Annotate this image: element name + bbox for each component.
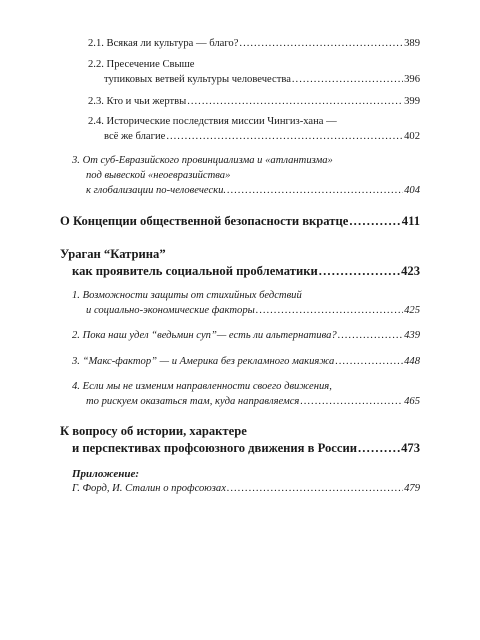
toc-page-number: 411 xyxy=(401,214,420,228)
toc-entry-title: 2. Пока наш удел “ведьмин суп”— есть ли альтернатива? xyxy=(72,330,337,341)
toc-page-number: 389 xyxy=(404,38,420,49)
toc-entry-k1 xyxy=(86,305,420,317)
dot-leader xyxy=(319,264,400,278)
toc-page-number: 473 xyxy=(401,441,420,455)
dot-leader xyxy=(227,483,403,495)
toc-entry-concept xyxy=(60,214,420,228)
dot-leader xyxy=(335,356,403,368)
toc-entry-2-4-line1: 2.4. Исторические последствия миссии Чингиз-хана — xyxy=(88,116,337,127)
toc-entry-appendix xyxy=(72,483,420,495)
toc-page-number: 465 xyxy=(404,396,420,407)
dot-leader xyxy=(187,96,403,108)
toc-page-number: 404 xyxy=(404,185,420,196)
toc-page-number: 396 xyxy=(404,74,420,85)
toc-entry-3-line2: под вывеской «неоевразийства» xyxy=(86,170,231,181)
dot-leader xyxy=(300,396,403,408)
toc-entry-k2 xyxy=(72,330,420,342)
toc-entry-k3 xyxy=(72,356,420,368)
toc-entry-title: 2.1. Всякая ли культура — благо? xyxy=(88,38,239,49)
toc-entry-title: тупиковых ветвей культуры человечества xyxy=(104,74,291,85)
toc-entry-k4 xyxy=(86,396,420,408)
toc-entry-title: и перспективах профсоюзного движения в России xyxy=(72,441,357,455)
toc-entry-2-3 xyxy=(88,96,420,108)
toc-page-number: 402 xyxy=(404,131,420,142)
toc-page-number: 479 xyxy=(404,483,420,494)
toc-entry-unions xyxy=(72,441,420,455)
toc-page-number: 439 xyxy=(404,330,420,341)
dot-leader xyxy=(349,214,400,228)
toc-page-number: 399 xyxy=(404,96,420,107)
toc-entry-katrina xyxy=(72,264,420,278)
toc-entry-unions-line1: К вопросу об истории, характере xyxy=(60,424,247,438)
toc-entry-katrina-line1: Ураган “Катрина” xyxy=(60,247,166,261)
dot-leader xyxy=(239,38,403,50)
toc-entry-title: всё же благие xyxy=(104,131,166,142)
appendix-heading: Приложение: xyxy=(72,468,140,480)
toc-entry-2-1 xyxy=(88,38,420,50)
dot-leader xyxy=(358,441,400,455)
dot-leader xyxy=(256,305,403,317)
toc-entry-title: 2.3. Кто и чьи жертвы xyxy=(88,96,187,107)
toc-page-number: 423 xyxy=(401,264,420,278)
dot-leader xyxy=(166,131,403,143)
toc-entry-title: к глобализации по-человечески. xyxy=(86,185,227,196)
toc-page-number: 448 xyxy=(404,356,420,367)
toc-entry-3 xyxy=(86,185,420,197)
toc-entry-k4-line1: 4. Если мы не изменим направленности своего движения, xyxy=(72,381,332,392)
toc-entry-2-2 xyxy=(104,74,420,86)
dot-leader xyxy=(227,185,403,197)
toc-entry-title: Г. Форд, И. Сталин о профсоюзах xyxy=(72,483,226,494)
toc-entry-2-4 xyxy=(104,131,420,143)
toc-entry-title: то рискуем оказаться там, куда направляемся xyxy=(86,396,300,407)
toc-entry-title: О Концепции общественной безопасности вкратце xyxy=(60,214,349,228)
toc-entry-2-2-line1: 2.2. Пресечение Свыше xyxy=(88,59,195,70)
toc-entry-title: как проявитель социальной проблематики xyxy=(72,264,318,278)
dot-leader xyxy=(292,74,403,86)
toc-entry-k1-line1: 1. Возможности защиты от стихийных бедствий xyxy=(72,290,302,301)
dot-leader xyxy=(338,330,403,342)
toc-entry-title: 3. “Макс-фактор” — и Америка без рекламного макияжа xyxy=(72,356,335,367)
toc-entry-title: и социально-экономические факторы xyxy=(86,305,255,316)
toc-entry-3-line1: 3. От суб-Евразийского провинциализма и «атлантизма» xyxy=(72,155,333,166)
toc-page-number: 425 xyxy=(404,305,420,316)
